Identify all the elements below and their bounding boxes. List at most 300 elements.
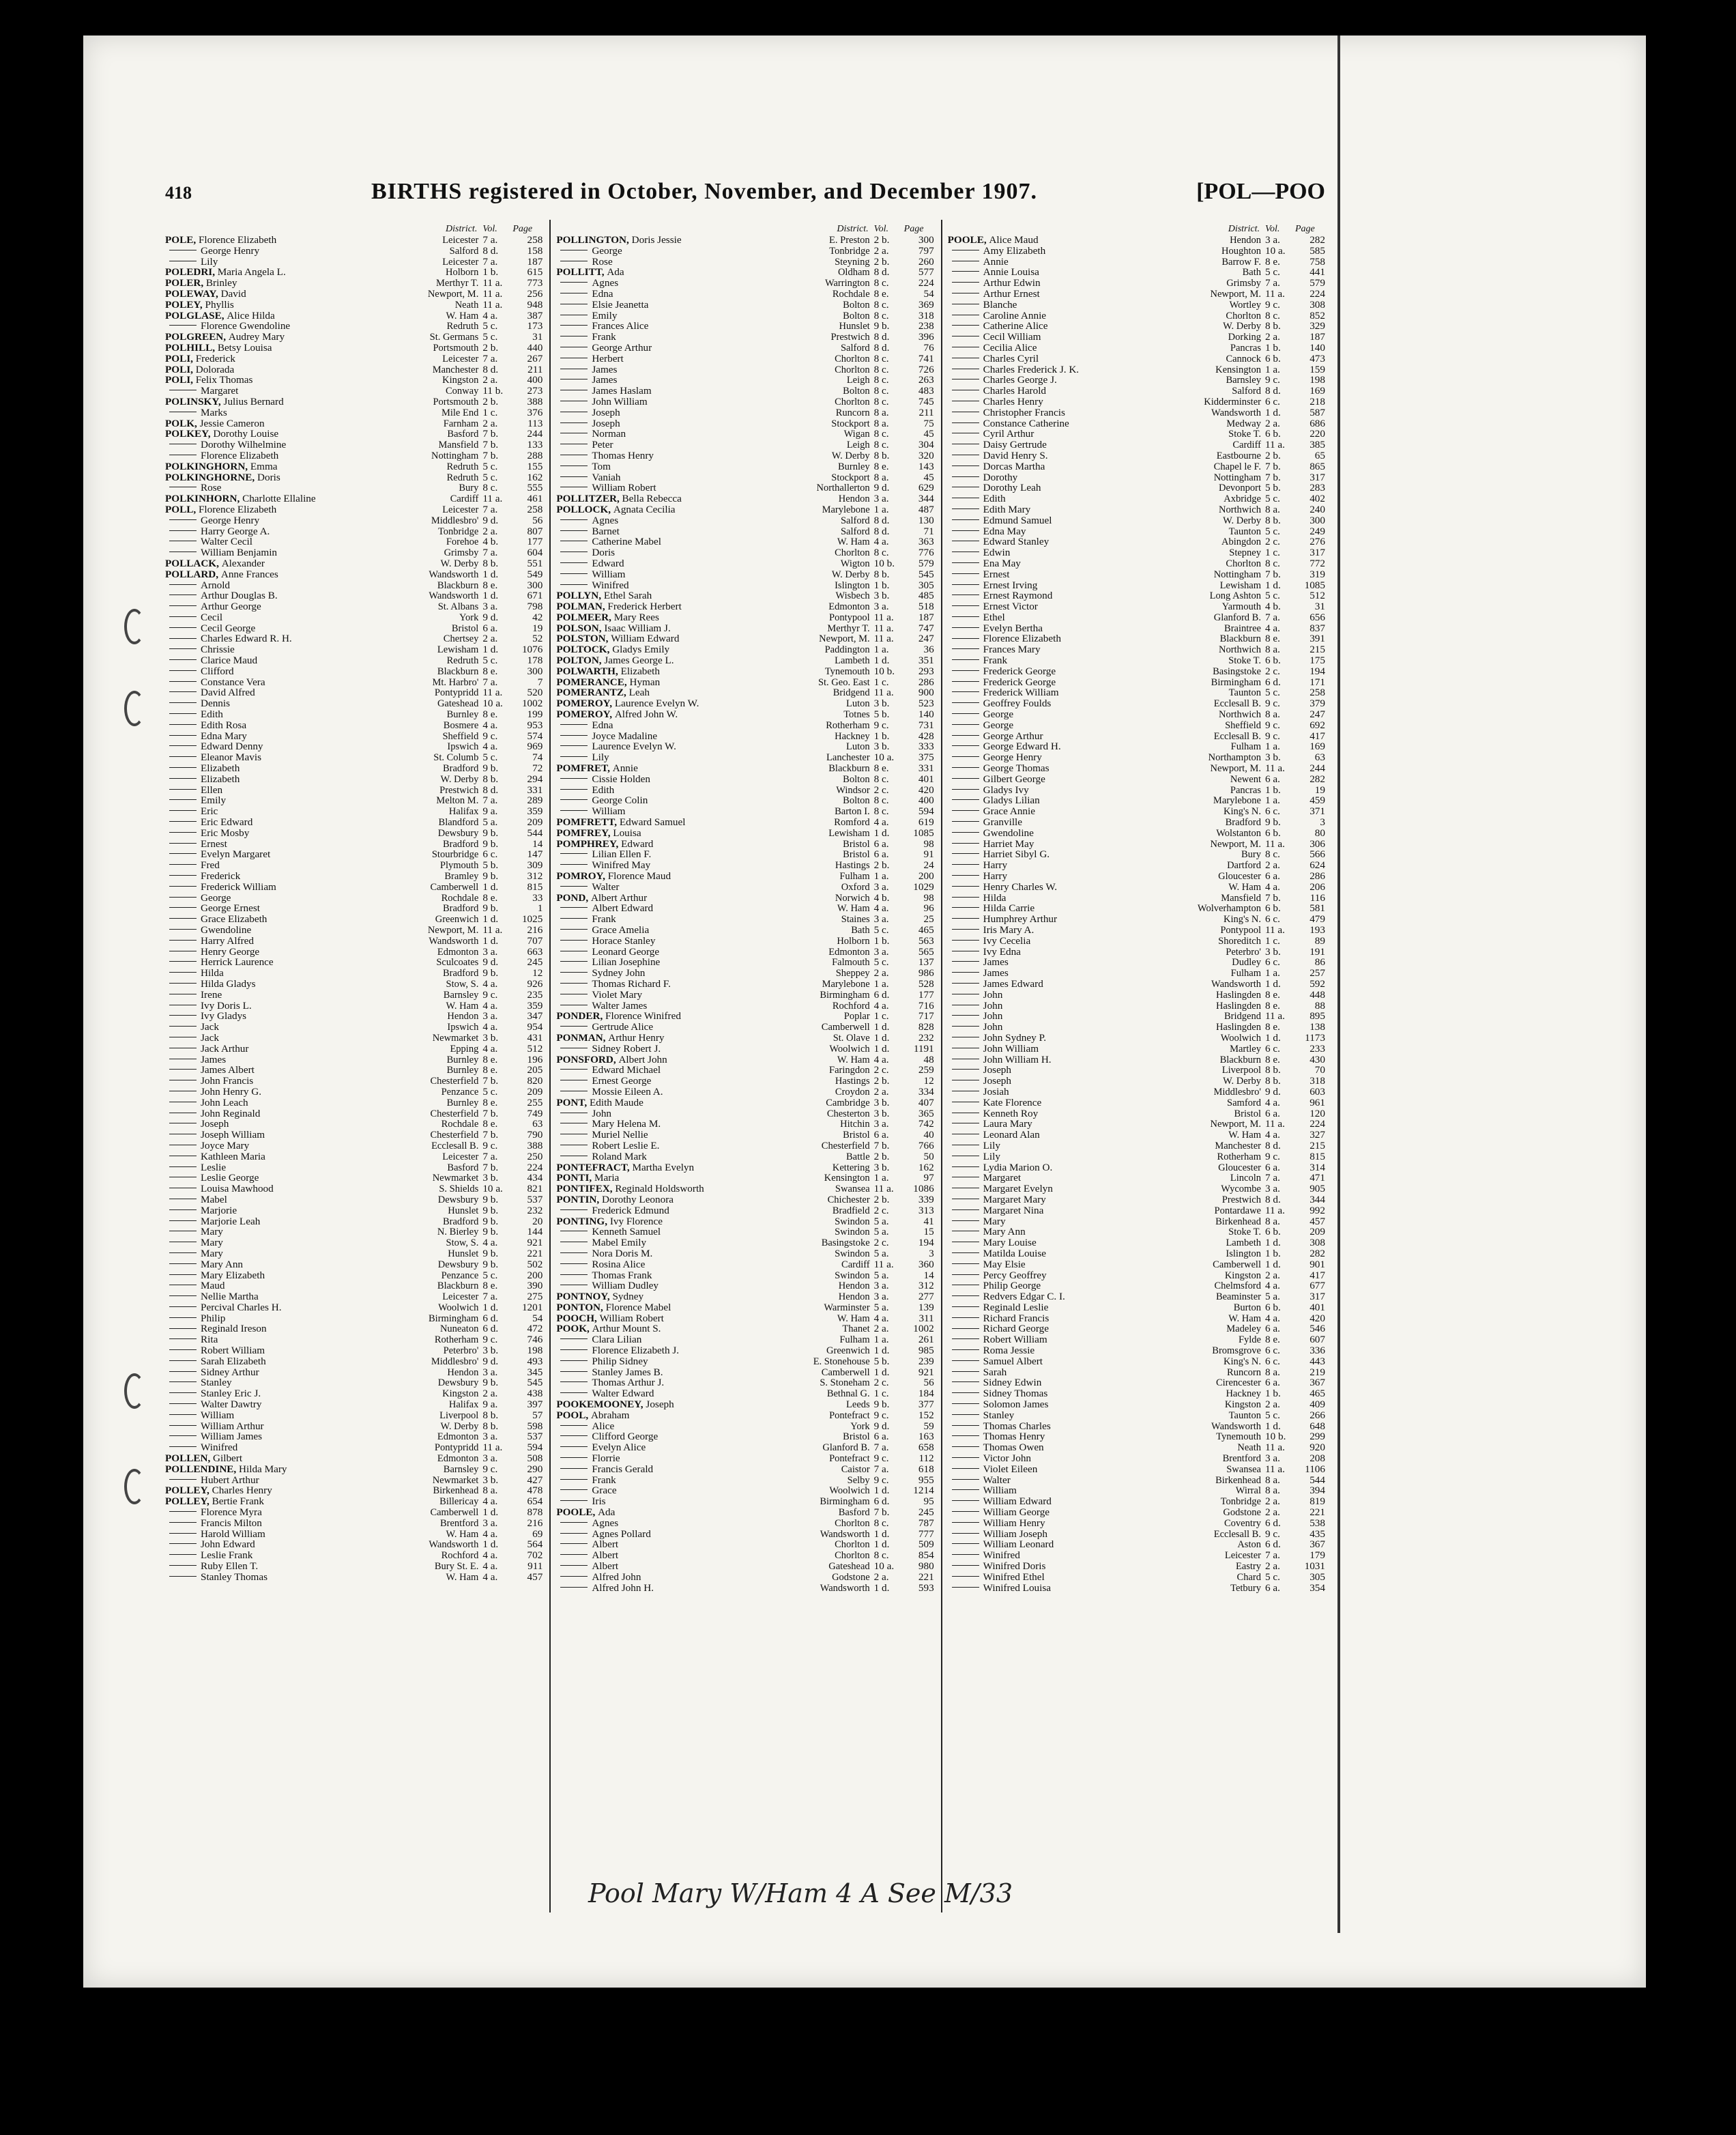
entry-page: 618: [918, 1463, 934, 1475]
register-entry: [165, 957, 542, 968]
entry-forenames: Walter Dawtry: [201, 1399, 262, 1410]
entry-name: [556, 936, 834, 947]
entry-forenames: Laurence Evelyn W.: [614, 698, 699, 710]
entry-district: Hackney: [835, 730, 870, 742]
entry-vol: 4 a.: [482, 1021, 498, 1033]
entry-forenames: Violet Eileen: [983, 1463, 1038, 1475]
ditto-dash: [169, 864, 197, 865]
entry-page: 538: [1310, 1517, 1325, 1529]
entry-name: [948, 483, 1216, 493]
entry-vol: 7 a.: [873, 1463, 889, 1475]
ditto-dash: [952, 702, 979, 703]
entry-forenames: Ellen: [201, 784, 223, 796]
register-entry: [556, 644, 934, 655]
entry-name: [948, 1583, 1228, 1594]
entry-name: [948, 580, 1217, 591]
register-entry: [556, 1076, 934, 1087]
entry-vol: 1 d.: [1264, 579, 1281, 591]
entry-vol: 8 e.: [1264, 988, 1280, 1001]
ditto-dash: [560, 1565, 588, 1566]
entry-forenames: Stanley: [983, 1409, 1015, 1421]
entry-vol: 8 d.: [1264, 1139, 1281, 1151]
register-column-2: [549, 220, 934, 1912]
entry-district: Chorlton: [835, 547, 870, 559]
entry-surname: POLHILL,: [165, 342, 218, 354]
register-entry: [948, 1367, 1325, 1378]
entry-vol: 7 b.: [482, 449, 499, 461]
entry-vol: 6 a.: [1264, 773, 1280, 785]
entry-vol: 2 c.: [1264, 665, 1280, 677]
register-entry: [165, 666, 542, 677]
entry-page: 273: [527, 385, 543, 397]
entry-name: [948, 882, 1226, 893]
ditto-dash: [560, 810, 588, 811]
entry-name: [556, 515, 838, 526]
entry-vol: 3 b.: [482, 1031, 499, 1044]
entry-forenames: Mary Elizabeth: [201, 1270, 265, 1281]
entry-district: Warminster: [824, 1302, 870, 1313]
ditto-dash: [169, 810, 197, 811]
register-entry: [948, 440, 1325, 450]
register-entry: [165, 1453, 542, 1464]
ditto-dash: [952, 1565, 979, 1566]
entry-district: Swindon: [835, 1227, 870, 1238]
entry-name: [556, 1022, 818, 1033]
entry-name: [948, 1356, 1221, 1367]
entry-forenames: Elsie Jeanetta: [592, 299, 649, 311]
entry-vol: 1 d.: [1264, 1420, 1281, 1432]
register-entry: [165, 1248, 542, 1259]
entry-name: [165, 882, 427, 893]
entry-name: [556, 461, 835, 472]
register-entry: [165, 817, 542, 828]
ditto-dash: [952, 1263, 979, 1264]
entry-forenames: Stanley: [201, 1377, 232, 1389]
entry-name: [948, 1119, 1208, 1130]
entry-district: Portsmouth: [433, 396, 479, 407]
entry-page: 394: [1310, 1485, 1325, 1497]
entry-forenames: Leslie: [201, 1162, 227, 1173]
entry-page: 56: [532, 514, 543, 526]
entry-vol: 2 a.: [1264, 417, 1280, 429]
entry-page: 717: [918, 1010, 934, 1022]
entry-name: [948, 1572, 1234, 1583]
entry-page: 901: [1310, 1258, 1325, 1270]
entry-name: [556, 375, 844, 386]
entry-vol: 8 b.: [1264, 1075, 1281, 1087]
entry-vol: 5 c.: [482, 331, 498, 343]
heading-district: District.: [446, 224, 478, 234]
entry-name: [556, 1496, 817, 1507]
entry-page: 402: [1310, 493, 1325, 505]
entry-vol: 3 b.: [1264, 751, 1281, 764]
register-entry: [556, 1475, 934, 1486]
ditto-dash: [560, 1479, 588, 1480]
entry-district: Birmingham: [1211, 676, 1261, 688]
entry-vol: 10 a.: [1264, 244, 1286, 257]
entry-forenames: Arthur Douglas B.: [201, 590, 278, 602]
entry-page: 948: [527, 298, 543, 311]
register-entry: [948, 235, 1325, 246]
entry-forenames: Eric: [201, 806, 218, 818]
entry-page: 3: [1320, 816, 1325, 829]
entry-district: Redruth: [446, 655, 479, 667]
entry-district: Romford: [834, 817, 870, 829]
register-entry: [165, 547, 542, 558]
ditto-dash: [169, 1554, 197, 1555]
entry-forenames: Annie: [983, 256, 1009, 268]
entry-name: [556, 806, 832, 817]
register-entry: [556, 763, 934, 774]
entry-page: 63: [1314, 751, 1325, 764]
entry-name: [165, 246, 447, 257]
entry-vol: 4 b.: [873, 891, 890, 904]
entry-forenames: David: [220, 288, 246, 300]
entry-surname: POLEWAY,: [165, 288, 221, 300]
entry-forenames: Hilda: [983, 892, 1007, 904]
entry-district: Long Ashton: [1209, 590, 1261, 602]
entry-forenames: Joseph: [983, 1076, 1011, 1087]
entry-forenames: Arthur Mount S.: [592, 1323, 661, 1335]
ditto-dash: [952, 1209, 979, 1210]
entry-page: 199: [527, 708, 543, 721]
entry-district: Fulham: [839, 871, 870, 883]
entry-vol: 7 b.: [482, 1107, 499, 1119]
entry-name: [165, 612, 457, 623]
entry-page: 385: [1310, 439, 1325, 451]
register-entry: [948, 806, 1325, 817]
entry-vol: 1 d.: [873, 1485, 890, 1497]
entry-page: 65: [1314, 449, 1325, 461]
entry-district: Sheffield: [1225, 719, 1261, 731]
entry-surname: POLEY,: [165, 299, 205, 311]
entry-district: Dewsbury: [437, 1377, 479, 1389]
entry-name: [556, 483, 813, 493]
ditto-dash: [169, 659, 197, 660]
entry-page: 594: [527, 1442, 543, 1454]
ditto-dash: [560, 940, 588, 941]
entry-vol: 1 b.: [1264, 784, 1281, 796]
entry-vol: 7 b.: [482, 428, 499, 440]
register-entry: [556, 990, 934, 1001]
entry-vol: 8 e.: [482, 1064, 498, 1076]
entry-forenames: Mary: [983, 1216, 1006, 1227]
entry-district: Peterbro': [1226, 946, 1261, 958]
entry-district: Neath: [1237, 1442, 1261, 1454]
entry-forenames: Albert Edward: [592, 903, 654, 915]
entry-forenames: John Sydney P.: [983, 1032, 1047, 1044]
entry-vol: 5 c.: [1264, 1409, 1280, 1421]
entry-name: [556, 1453, 826, 1464]
entry-district: Salford: [840, 342, 870, 354]
register-entry: [948, 601, 1325, 612]
entry-name: [948, 1033, 1218, 1044]
entry-name: [948, 1496, 1218, 1507]
entry-vol: 8 d.: [482, 363, 499, 375]
entry-vol: 1 d.: [873, 655, 890, 667]
entry-vol: 4 a.: [873, 536, 889, 548]
entry-forenames: Maud: [201, 1280, 225, 1292]
entry-district: Gateshead: [437, 698, 479, 710]
entry-vol: 4 a.: [482, 741, 498, 753]
entry-district: Steyning: [835, 256, 870, 268]
ditto-dash: [952, 864, 979, 865]
entry-page: 312: [918, 1280, 934, 1292]
entry-district: Barnsley: [443, 989, 479, 1001]
entry-forenames: Winifred: [592, 579, 629, 591]
entry-forenames: Harriet Sibyl G.: [983, 849, 1050, 861]
ditto-dash: [169, 648, 197, 649]
register-entry: [948, 300, 1325, 311]
ditto-dash: [169, 1403, 197, 1404]
entry-vol: 4 a.: [482, 1237, 498, 1249]
ditto-dash: [169, 843, 197, 844]
entry-name: [165, 580, 435, 591]
entry-name: [948, 1001, 1213, 1012]
entry-name: [948, 752, 1206, 763]
register-entry: [556, 677, 934, 688]
entry-vol: 6 d.: [1264, 676, 1281, 688]
entry-name: [948, 375, 1224, 386]
entry-page: 334: [918, 1085, 934, 1098]
entry-forenames: Tom: [592, 461, 611, 472]
entry-name: [165, 1184, 436, 1194]
register-entry: [556, 1496, 934, 1507]
entry-district: Edmonton: [437, 1453, 479, 1465]
entry-district: Burton: [1233, 1302, 1261, 1313]
entry-district: Cirencester: [1215, 1377, 1261, 1389]
entry-page: 520: [527, 687, 543, 699]
register-entry: [556, 849, 934, 860]
entry-forenames: Louisa Mawhood: [201, 1184, 274, 1194]
entry-vol: 9 b.: [482, 1258, 499, 1270]
register-entry: [948, 418, 1325, 429]
entry-district: Runcorn: [835, 407, 870, 418]
entry-forenames: Eric Edward: [201, 817, 253, 828]
register-entry: [948, 1302, 1325, 1313]
entry-district: Northallerton: [816, 483, 870, 494]
entry-forenames: Ethel Sarah: [603, 590, 652, 602]
register-entry: [556, 1216, 934, 1227]
entry-vol: 9 b.: [482, 1247, 499, 1259]
entry-district: Lewisham: [1219, 579, 1261, 591]
entry-vol: 2 b.: [482, 395, 499, 407]
entry-vol: 3 b.: [873, 741, 890, 753]
entry-district: Samford: [1227, 1097, 1261, 1108]
entry-forenames: Cecil William: [983, 332, 1041, 343]
entry-page: 686: [1310, 417, 1325, 429]
entry-district: Bristol: [843, 1130, 870, 1141]
entry-name: [165, 1216, 440, 1227]
entry-forenames: Felix Thomas: [195, 375, 253, 386]
entry-page: 345: [527, 1366, 543, 1378]
entry-district: Madeley: [1226, 1323, 1261, 1335]
entry-forenames: Edward: [621, 838, 654, 850]
ditto-dash: [952, 1576, 979, 1577]
entry-district: Melton M.: [436, 795, 479, 807]
ditto-dash: [169, 1166, 197, 1167]
entry-name: [165, 968, 440, 979]
entry-page: 528: [918, 977, 934, 990]
entry-name: [556, 526, 838, 537]
entry-name: [165, 839, 440, 850]
ditto-dash: [560, 1500, 588, 1501]
entry-district: Rochdale: [441, 892, 479, 904]
register-entry: [165, 968, 542, 979]
entry-name: [948, 289, 1208, 300]
entry-name: [165, 429, 444, 440]
entry-vol: 6 d.: [1264, 1538, 1281, 1551]
entry-forenames: Charlotte Ellaline: [242, 493, 316, 504]
entry-page: 3: [929, 1247, 934, 1259]
register-entry: [948, 817, 1325, 828]
register-entry: [556, 979, 934, 990]
entry-vol: 5 c.: [873, 956, 889, 969]
entry-forenames: Mary: [201, 1248, 223, 1259]
entry-page: 290: [527, 1463, 543, 1475]
entry-forenames: Florence Elizabeth J.: [592, 1345, 680, 1356]
entry-vol: 10 b.: [873, 665, 895, 677]
register-entry: [948, 882, 1325, 893]
entry-name: [165, 957, 433, 968]
entry-page: 130: [918, 514, 934, 526]
entry-forenames: Hubert Arthur: [201, 1474, 259, 1486]
entry-vol: 6 d.: [482, 1312, 499, 1324]
entry-district: Oldham: [837, 267, 870, 278]
register-entry: [165, 687, 542, 698]
entry-page: 339: [918, 1193, 934, 1205]
entry-page: 256: [527, 287, 543, 300]
entry-vol: 7 a.: [482, 1150, 498, 1162]
entry-forenames: Agnes: [592, 1517, 619, 1529]
entry-forenames: Walter Edward: [592, 1388, 654, 1400]
register-entry: [948, 1539, 1325, 1550]
entry-forenames: Florence Winifred: [605, 1011, 681, 1022]
entry-name: [165, 677, 429, 688]
entry-page: 509: [918, 1538, 934, 1551]
entry-forenames: Thomas Arthur J.: [592, 1377, 665, 1389]
entry-forenames: John: [983, 1022, 1003, 1033]
entry-name: [165, 1291, 439, 1302]
ditto-dash: [952, 1479, 979, 1480]
entry-name: [556, 267, 835, 278]
entry-name: [165, 1194, 435, 1205]
entry-vol: 7 a.: [482, 547, 498, 559]
ditto-dash: [169, 1338, 197, 1339]
entry-name: [948, 817, 1223, 828]
entry-vol: 8 c.: [873, 805, 889, 818]
entry-forenames: Dorothy Leah: [983, 483, 1041, 494]
entry-district: Tynemouth: [824, 665, 870, 677]
ditto-dash: [169, 616, 197, 617]
entry-vol: 9 c.: [873, 1452, 889, 1465]
entry-district: Stourbridge: [431, 849, 479, 861]
entry-district: Newport, M.: [1210, 1119, 1261, 1130]
entry-name: [556, 623, 824, 634]
entry-page: 692: [1310, 719, 1325, 731]
entry-forenames: Florence Elizabeth: [983, 633, 1061, 645]
entry-forenames: Thomas Owen: [983, 1442, 1044, 1454]
entry-page: 52: [532, 633, 543, 645]
entry-vol: 1 b.: [1264, 1388, 1281, 1400]
entry-vol: 1 a.: [873, 644, 889, 656]
entry-forenames: Ada: [598, 1507, 616, 1518]
entry-forenames: Violet Mary: [592, 989, 643, 1001]
ditto-dash: [560, 1392, 588, 1393]
entry-name: [948, 1280, 1212, 1291]
entry-page: 961: [1310, 1096, 1325, 1108]
ditto-dash: [952, 605, 979, 606]
register-entry: [165, 364, 542, 375]
entry-page: 173: [527, 320, 543, 332]
entry-vol: 9 a.: [482, 805, 498, 818]
register-entry: [556, 612, 934, 623]
entry-name: [165, 925, 425, 936]
entry-forenames: George Arthur: [592, 342, 652, 354]
entry-vol: 2 c.: [873, 1377, 889, 1389]
ditto-dash: [952, 1403, 979, 1404]
entry-page: 772: [1310, 557, 1325, 569]
ditto-dash: [169, 530, 197, 531]
entry-name: [165, 979, 444, 990]
entry-vol: 2 a.: [482, 417, 498, 429]
ditto-dash: [952, 897, 979, 898]
ditto-dash: [560, 789, 588, 790]
entry-vol: 3 b.: [873, 590, 890, 602]
entry-vol: 7 a.: [482, 503, 498, 515]
entry-page: 351: [918, 655, 934, 667]
register-entry: [556, 806, 934, 817]
register-entry: [556, 1356, 934, 1367]
entry-page: 746: [527, 1334, 543, 1346]
register-entry: [556, 300, 934, 311]
entry-page: 177: [527, 536, 543, 548]
entry-page: 258: [527, 234, 543, 246]
entry-vol: 5 c.: [482, 655, 498, 667]
entry-district: Stoke T.: [1228, 655, 1261, 667]
binder-hole: [124, 609, 145, 644]
entry-vol: 3 a.: [482, 1366, 498, 1378]
register-entry: [165, 257, 542, 268]
register-entry: [556, 1248, 934, 1259]
entry-district: Barnsley: [443, 1463, 479, 1475]
entry-name: [948, 623, 1221, 634]
entry-district: Greenwich: [435, 914, 479, 926]
register-entry: [165, 720, 542, 731]
register-entry: [948, 1270, 1325, 1281]
entry-forenames: Ena May: [983, 558, 1021, 569]
register-entry: [948, 321, 1325, 332]
entry-page: 120: [1310, 1107, 1325, 1119]
register-entry: [165, 871, 542, 882]
entry-district: Grimsby: [1226, 278, 1261, 289]
entry-name: [556, 839, 840, 850]
entry-name: [556, 1280, 835, 1291]
entry-name: [948, 1184, 1219, 1194]
entry-district: Dartford: [1227, 860, 1261, 872]
entry-vol: 5 b.: [873, 1355, 890, 1367]
entry-name: [165, 311, 444, 321]
entry-district: Kingston: [442, 375, 479, 386]
entry-name: [556, 666, 822, 677]
entry-forenames: Irene: [201, 989, 222, 1001]
entry-name: [948, 1485, 1233, 1496]
entry-vol: 1 d.: [482, 568, 499, 580]
entry-forenames: Lydia Marion O.: [983, 1162, 1053, 1173]
entry-forenames: Philip: [201, 1313, 226, 1324]
entry-district: Bristol: [451, 622, 479, 634]
entry-page: 54: [532, 1312, 543, 1324]
